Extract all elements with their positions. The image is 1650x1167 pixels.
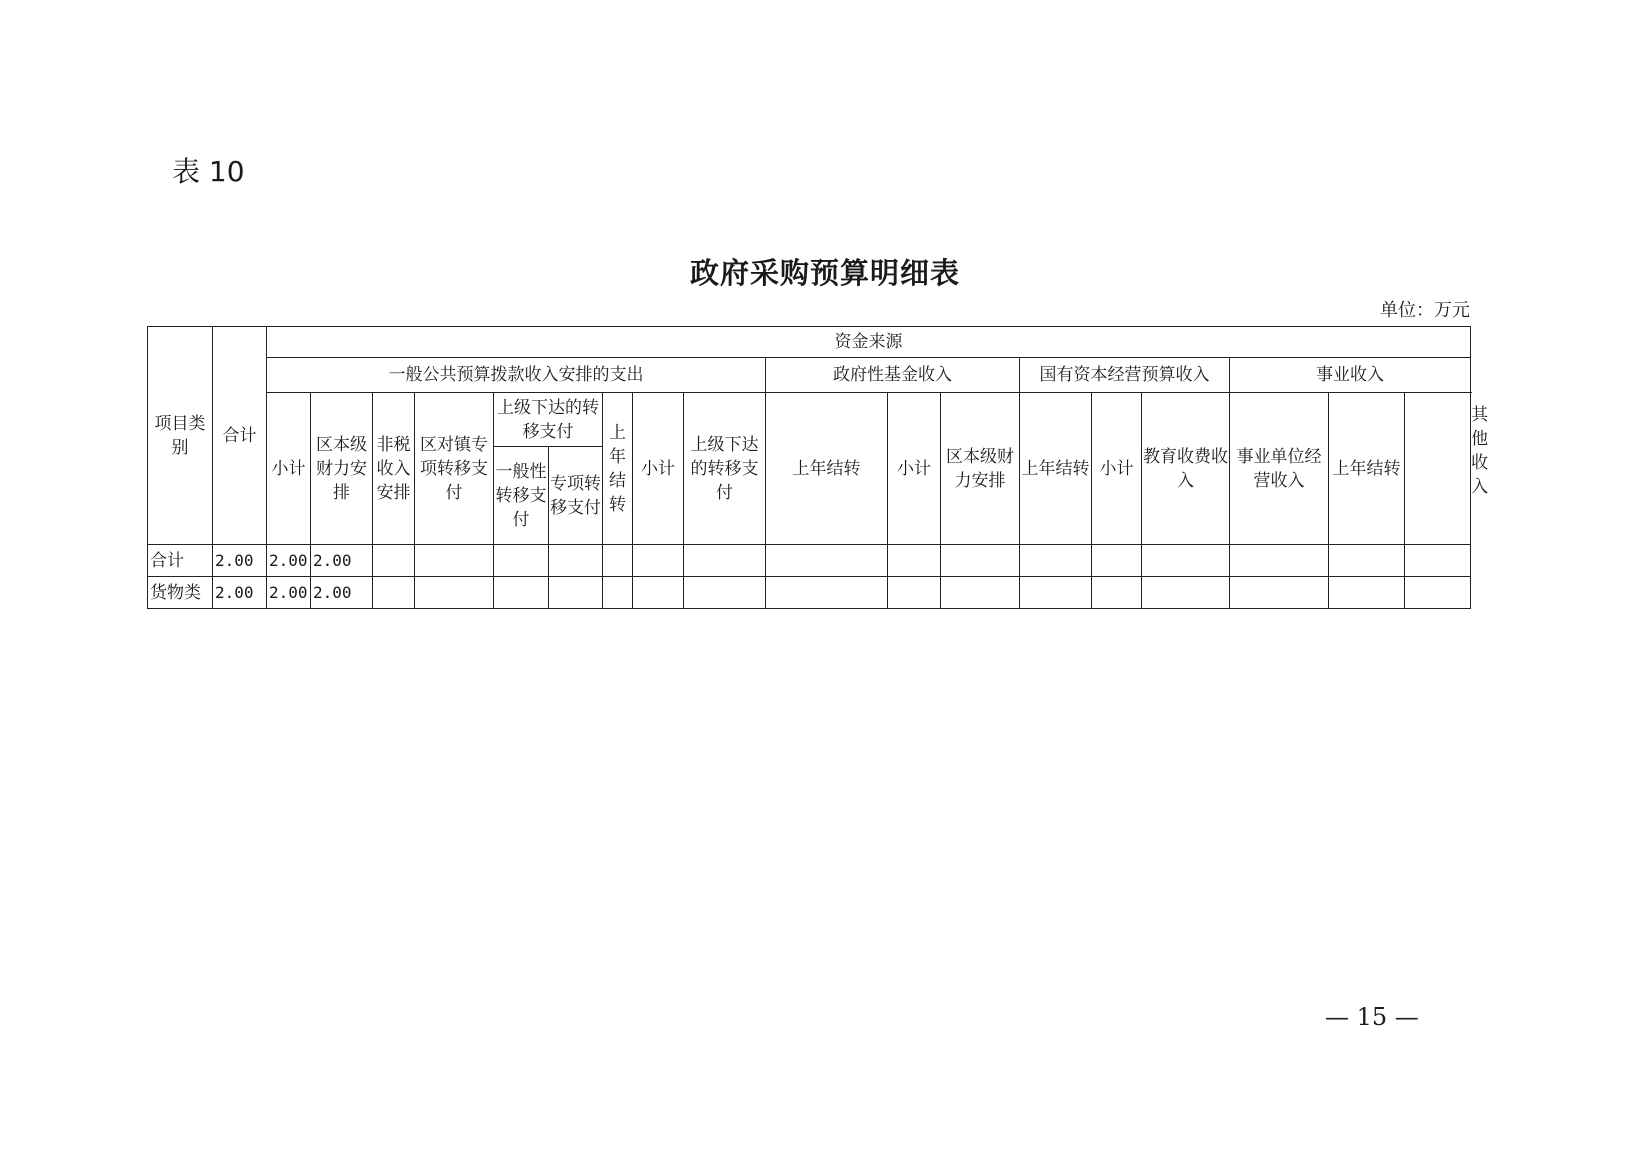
header-i-biz: 事业单位经营收入 <box>1230 393 1329 545</box>
document-title: 政府采购预算明细表 <box>689 256 960 290</box>
header-i-subtotal: 小计 <box>1092 393 1142 545</box>
header-f-upper: 上级下达的转移支付 <box>684 393 766 545</box>
cell-empty <box>549 577 603 609</box>
header-i-carry: 上年结转 <box>1329 393 1405 545</box>
cell-empty <box>415 577 494 609</box>
cell-empty <box>373 545 415 577</box>
cell-g-subtotal: 2.00 <box>267 577 311 609</box>
cell-empty <box>1142 577 1230 609</box>
header-g-upper: 上级下达的转移支付 <box>494 393 603 447</box>
table-row <box>148 545 1471 577</box>
header-state-capital: 国有资本经营预算收入 <box>1020 358 1230 393</box>
cell-category: 合计 <box>148 545 213 577</box>
header-g-town: 区对镇专项转移支付 <box>415 393 494 545</box>
cell-empty <box>549 545 603 577</box>
header-g-carry: 上年结转 <box>603 393 633 545</box>
header-g-upper-special: 专项转移支付 <box>549 447 603 545</box>
cell-g-district: 2.00 <box>311 545 373 577</box>
cell-category: 货物类 <box>148 577 213 609</box>
unit-label: 单位：万元 <box>1380 300 1470 321</box>
cell-empty <box>415 545 494 577</box>
page-number: — 15 — <box>1325 1003 1419 1031</box>
header-category: 项目类别 <box>148 327 213 545</box>
cell-empty <box>1230 545 1329 577</box>
cell-total: 2.00 <box>213 545 267 577</box>
cell-empty <box>603 545 633 577</box>
table-label: 表 10 <box>172 155 245 188</box>
cell-empty <box>1020 545 1092 577</box>
header-total: 合计 <box>213 327 267 545</box>
cell-empty <box>1142 545 1230 577</box>
budget-table: 项目类别 合计 资金来源 一般公共预算拨款收入安排的支出 政府性基金收入 国有资本经营预算收入 事业收入 其他收入 小计 区本级财力安排 非税收入安排 区对镇专项转移支付 上级下达的转移支付 上年结转 小计 上级下达的转移支付 上年结转 小计 区本级财力安排 上年结转 小计 教育收费收入 事业单位经营收入 上年结转 一般性转移支付 专项转移支付 合计 2.00 2.00 2.00 货物类 2.00 2.00 2.00 <box>147 326 1471 609</box>
header-g-district: 区本级财力安排 <box>311 393 373 545</box>
cell-empty <box>888 545 941 577</box>
cell-empty <box>1405 577 1471 609</box>
cell-empty <box>941 545 1020 577</box>
header-f-subtotal: 小计 <box>633 393 684 545</box>
header-fund-source: 资金来源 <box>267 327 1471 358</box>
header-g-upper-general: 一般性转移支付 <box>494 447 549 545</box>
cell-empty <box>1329 577 1405 609</box>
header-s-subtotal: 小计 <box>888 393 941 545</box>
cell-empty <box>494 577 549 609</box>
header-gov-fund: 政府性基金收入 <box>766 358 1020 393</box>
cell-empty <box>633 545 684 577</box>
cell-empty <box>1092 545 1142 577</box>
header-general-budget: 一般公共预算拨款收入安排的支出 <box>267 358 766 393</box>
cell-empty <box>373 577 415 609</box>
header-g-subtotal: 小计 <box>267 393 311 545</box>
cell-empty <box>684 577 766 609</box>
cell-empty <box>1230 577 1329 609</box>
cell-empty <box>1329 545 1405 577</box>
cell-g-subtotal: 2.00 <box>267 545 311 577</box>
cell-empty <box>888 577 941 609</box>
cell-empty <box>766 545 888 577</box>
header-s-carry: 上年结转 <box>1020 393 1092 545</box>
cell-empty <box>684 545 766 577</box>
cell-empty <box>941 577 1020 609</box>
cell-empty <box>603 577 633 609</box>
cell-empty <box>494 545 549 577</box>
header-g-nontax: 非税收入安排 <box>373 393 415 545</box>
cell-empty <box>1405 545 1471 577</box>
table-row <box>148 577 1471 609</box>
header-i-edu: 教育收费收入 <box>1142 393 1230 545</box>
cell-empty <box>633 577 684 609</box>
cell-empty <box>1092 577 1142 609</box>
cell-g-district: 2.00 <box>311 577 373 609</box>
cell-total: 2.00 <box>213 577 267 609</box>
cell-empty <box>1020 577 1092 609</box>
header-s-district: 区本级财力安排 <box>941 393 1020 545</box>
cell-empty <box>766 577 888 609</box>
header-institution-income: 事业收入 <box>1230 358 1471 393</box>
header-f-carry: 上年结转 <box>766 393 888 545</box>
